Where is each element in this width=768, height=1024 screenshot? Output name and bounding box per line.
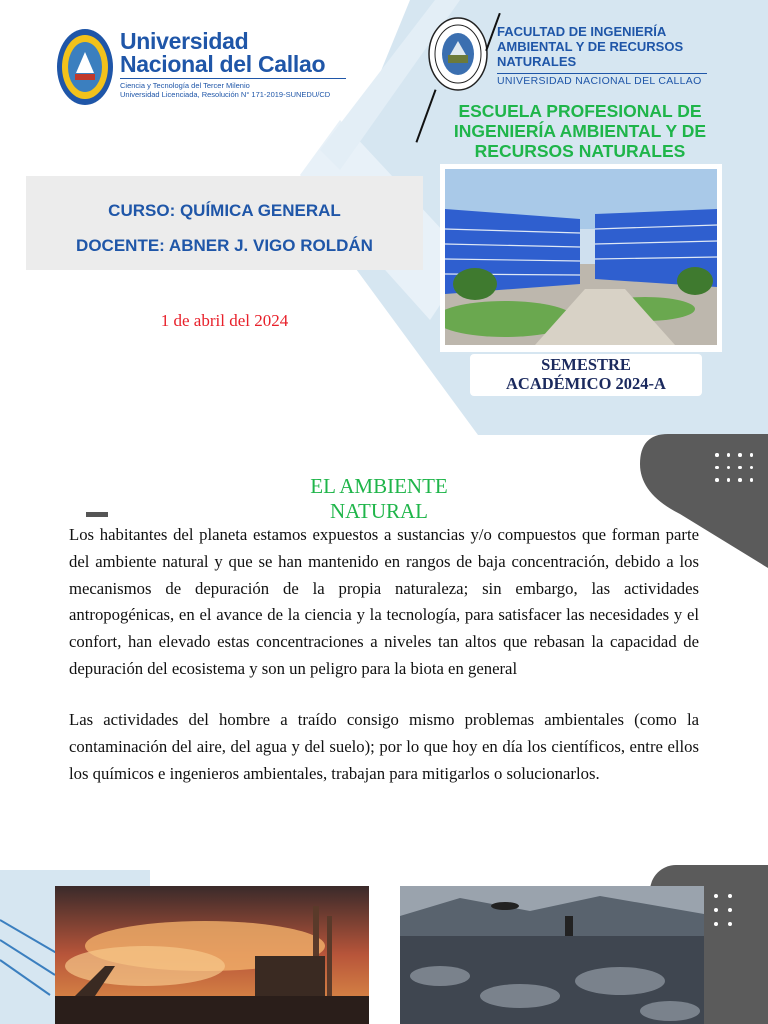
document-date: 1 de abril del 2024	[160, 311, 289, 330]
semester-line1: SEMESTRE	[541, 355, 631, 374]
university-subtitle	[120, 81, 330, 99]
teacher-name: DOCENTE: ABNER J. VIGO ROLDÁN	[76, 236, 373, 255]
semester-label	[470, 355, 702, 393]
faculty-divider	[497, 73, 707, 74]
university-divider	[120, 78, 346, 79]
faculty-name: FACULTAD DE INGENIERÍA AMBIENTAL Y DE RECURSOS NATURALES	[497, 24, 684, 69]
university-name-line1: Universidad	[120, 28, 249, 54]
section-title-line2: NATURAL	[330, 499, 428, 523]
paragraph: Los habitantes del planeta estamos expuestos a sustancias y/o compuestos que forman parte del ambiente natural y que se han mantenido en rangos de baja concentración, debido a los mecanismos de depuración de la propia naturaleza; sin embargo, las actividades antropogénicas, en el avance de la ciencia y la tecnología, para satisfacer las necesidades y el confort, han elevado estas concentraciones a niveles tan altos que rebasan la capacidad de depuración del ecosistema y son un peligro para la biota en general	[69, 525, 699, 678]
school-name: ESCUELA PROFESIONAL DE INGENIERÍA AMBIENTAL Y DE RECURSOS NATURALES	[453, 101, 707, 161]
university-license: Universidad Licenciada, Resolución N° 171-2019-SUNEDU/CD	[120, 90, 331, 99]
industrial-pollution-photo	[55, 886, 369, 1024]
university-tagline: Ciencia y Tecnología del Tercer Milenio	[120, 81, 250, 90]
dot-grid-icon	[714, 894, 732, 926]
university-name	[120, 30, 325, 76]
landfill-photo	[400, 886, 704, 1024]
course-title: CURSO: QUÍMICA GENERAL	[108, 201, 341, 220]
university-seal-icon	[56, 28, 114, 106]
section-title	[300, 474, 458, 524]
campus-photo	[445, 169, 717, 345]
university-name-line2: Nacional del Callao	[120, 51, 326, 77]
dot-grid-icon	[715, 453, 753, 482]
paragraph: Las actividades del hombre a traído consigo mismo problemas ambientales (como la contaminación del aire, del agua y del suelo); por lo que hoy en día los científicos, entre ellos los químicos e ingenieros ambientales, trabajan para mitigarlos o solucionarlos.	[69, 710, 699, 783]
section-dash	[86, 512, 108, 517]
faculty-seal-icon	[428, 17, 488, 91]
section-title-line1: EL AMBIENTE	[310, 474, 448, 498]
semester-line2: ACADÉMICO 2024-A	[506, 374, 666, 393]
faculty-university: UNIVERSIDAD NACIONAL DEL CALLAO	[497, 75, 702, 87]
